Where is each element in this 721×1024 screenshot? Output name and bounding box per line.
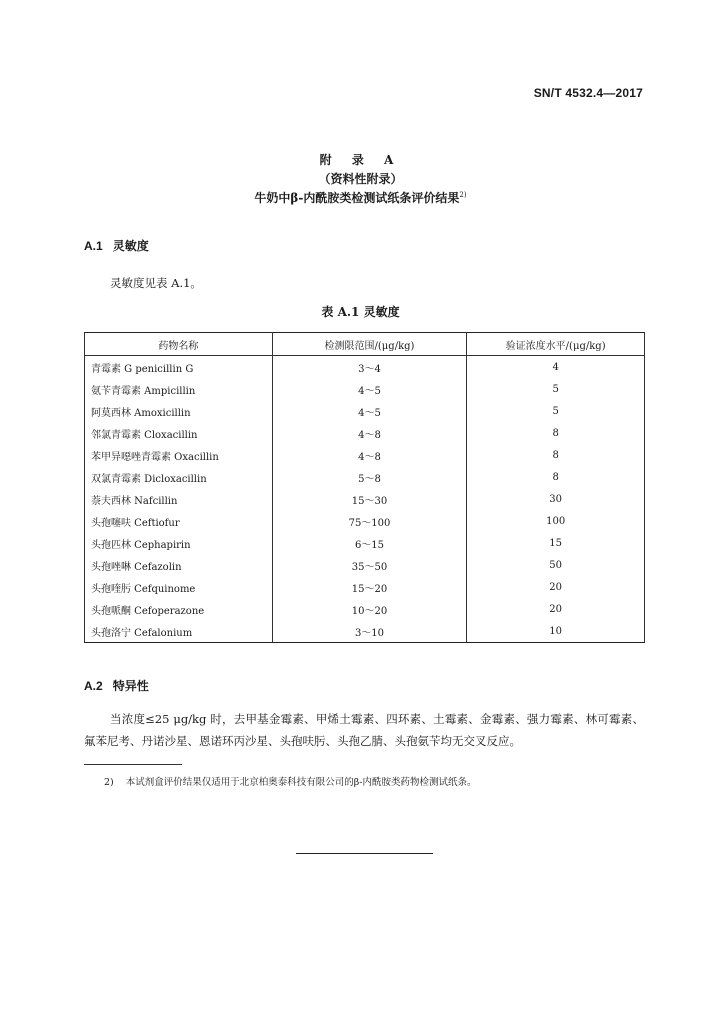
verification-level-cell: 50 <box>467 554 645 576</box>
table-row <box>85 400 645 422</box>
drug-name-cell: 邻氯青霉素 Cloxacillin <box>85 422 273 444</box>
table-row <box>85 532 645 554</box>
detection-range-cell: 6～15 <box>272 532 467 554</box>
detection-range-cell: 75～100 <box>272 510 467 532</box>
verification-level-cell: 8 <box>467 422 645 444</box>
table-row <box>85 576 645 598</box>
drug-name-cell: 氨苄青霉素 Ampicillin <box>85 378 273 400</box>
table-row <box>85 422 645 444</box>
table-row <box>85 356 645 379</box>
drug-name-cell: 阿莫西林 Amoxicillin <box>85 400 273 422</box>
drug-name-cell: 头孢唑啉 Cefazolin <box>85 554 273 576</box>
verification-level-cell: 4 <box>467 356 645 379</box>
annex-title: 附 录 A <box>319 153 402 167</box>
drug-name-cell: 苯甲异噁唑青霉素 Oxacillin <box>85 444 273 466</box>
verification-level-cell: 20 <box>467 598 645 620</box>
section-title: 特异性 <box>112 679 149 693</box>
drug-name-cell: 头孢哌酮 Cefoperazone <box>85 598 273 620</box>
verification-level-cell: 15 <box>467 532 645 554</box>
verification-level-cell: 8 <box>467 466 645 488</box>
detection-range-cell: 3～4 <box>272 356 467 379</box>
section-heading-a1 <box>84 237 149 254</box>
column-header: 检测限范围/(μg/kg) <box>272 333 467 356</box>
footnote <box>104 774 476 788</box>
section-number: A.2 <box>84 679 103 693</box>
verification-level-cell: 10 <box>467 620 645 643</box>
standard-number: SN/T 4532.4—2017 <box>533 86 643 100</box>
end-of-document-rule <box>296 853 433 854</box>
table-row <box>85 620 645 643</box>
section-title: 灵敏度 <box>112 239 149 253</box>
detection-range-cell: 4～8 <box>272 444 467 466</box>
drug-name-cell: 萘夫西林 Nafcillin <box>85 488 273 510</box>
table-row <box>85 378 645 400</box>
table-row <box>85 510 645 532</box>
table-caption: 表 A.1 灵敏度 <box>321 305 400 319</box>
drug-name-cell: 头孢匹林 Cephapirin <box>85 532 273 554</box>
table-row <box>85 598 645 620</box>
drug-name-cell: 双氯青霉素 Dicloxacillin <box>85 466 273 488</box>
sensitivity-table <box>84 332 645 643</box>
detection-range-cell: 35～50 <box>272 554 467 576</box>
drug-name-cell: 头孢洛宁 Cefalonium <box>85 620 273 643</box>
detection-range-cell: 3～10 <box>272 620 467 643</box>
verification-level-cell: 20 <box>467 576 645 598</box>
table-header-row <box>85 333 645 356</box>
footnote-divider <box>84 764 182 765</box>
column-header: 药物名称 <box>85 333 273 356</box>
drug-name-cell: 青霉素 G penicillin G <box>85 356 273 379</box>
detection-range-cell: 4～5 <box>272 400 467 422</box>
footnote-text: 本试剂盒评价结果仅适用于北京柏奥泰科技有限公司的β-内酰胺类药物检测试纸条。 <box>125 777 477 788</box>
verification-level-cell: 8 <box>467 444 645 466</box>
drug-name-cell: 头孢喹肟 Cefquinome <box>85 576 273 598</box>
table-row <box>85 488 645 510</box>
drug-name-cell: 头孢噻呋 Ceftiofur <box>85 510 273 532</box>
paragraph-a2: 当浓度≤25 μg/kg 时，去甲基金霉素、甲烯土霉素、四环素、土霉素、金霉素、强力霉素、林可霉素、氟苯尼考、丹诺沙星、恩诺环丙沙星、头孢呋肟、头孢乙腈、头孢氨苄均无交叉反应。 <box>84 712 644 748</box>
annex-subtitle: （资料性附录） <box>318 172 403 186</box>
verification-level-cell: 5 <box>467 378 645 400</box>
footnote-reference[interactable]: 2) <box>459 191 467 199</box>
footnote-mark: 2) <box>104 777 114 788</box>
table-row <box>85 466 645 488</box>
table-row <box>85 554 645 576</box>
detection-range-cell: 5～8 <box>272 466 467 488</box>
section-number: A.1 <box>84 239 103 253</box>
detection-range-cell: 15～20 <box>272 576 467 598</box>
table-row <box>85 444 645 466</box>
annex-main-title <box>0 189 721 206</box>
detection-range-cell: 15～30 <box>272 488 467 510</box>
verification-level-cell: 30 <box>467 488 645 510</box>
detection-range-cell: 10～20 <box>272 598 467 620</box>
verification-level-cell: 100 <box>467 510 645 532</box>
annex-main-title-text: 牛奶中β-内酰胺类检测试纸条评价结果 <box>254 191 460 205</box>
detection-range-cell: 4～8 <box>272 422 467 444</box>
verification-level-cell: 5 <box>467 400 645 422</box>
paragraph-a1: 灵敏度见表 A.1。 <box>110 276 202 290</box>
column-header: 验证浓度水平/(μg/kg) <box>467 333 645 356</box>
detection-range-cell: 4～5 <box>272 378 467 400</box>
section-heading-a2 <box>84 677 149 694</box>
